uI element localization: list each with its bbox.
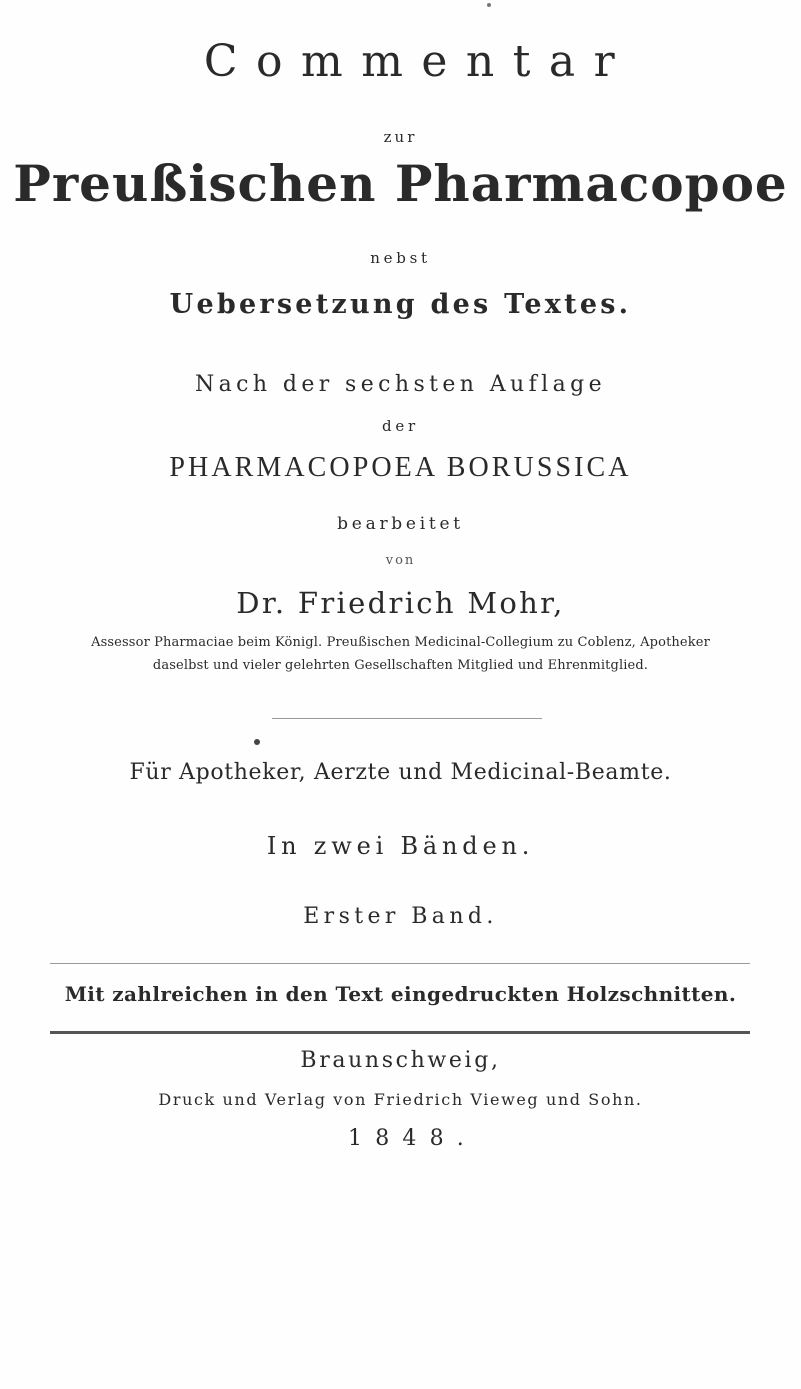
heading-commentar: Commentar	[203, 36, 634, 87]
ink-speck	[254, 739, 260, 745]
word-nebst: nebst	[370, 249, 431, 267]
edition-line: Nach der sechsten Auflage	[194, 372, 607, 397]
divider-rule-thick	[50, 1031, 750, 1034]
volume-line: Erster Band.	[303, 904, 498, 929]
author-description-line-1: Assessor Pharmaciae beim Königl. Preußischen Medicinal-Collegium zu Coblenz, Apotheker	[91, 635, 710, 650]
word-zur: zur	[383, 128, 418, 146]
divider-rule	[272, 718, 542, 719]
word-der: der	[382, 417, 419, 435]
word-bearbeitet: bearbeitet	[337, 514, 464, 534]
main-title: Preußischen Pharmacopoe	[13, 154, 788, 213]
audience-line: Für Apotheker, Aerzte und Medicinal-Beamte.	[129, 760, 672, 785]
publisher-line: Druck und Verlag von Friedrich Vieweg und Sohn.	[158, 1090, 643, 1109]
author-name: Dr. Friedrich Mohr,	[236, 586, 565, 620]
ink-speck	[487, 3, 491, 7]
latin-title: PHARMACOPOEA BORUSSICA	[169, 452, 632, 483]
place-line: Braunschweig,	[300, 1048, 501, 1073]
woodcuts-line: Mit zahlreichen in den Text eingedruckten Holzschnitten.	[64, 982, 737, 1006]
word-von: von	[385, 553, 416, 568]
author-description-line-2: daselbst und vieler gelehrten Gesellschaften Mitglied und Ehrenmitglied.	[152, 658, 649, 673]
divider-rule	[50, 963, 750, 964]
subtitle-uebersetzung: Uebersetzung des Textes.	[169, 289, 632, 320]
volumes-line: In zwei Bänden.	[266, 832, 535, 860]
year-line: 1848.	[348, 1126, 477, 1151]
